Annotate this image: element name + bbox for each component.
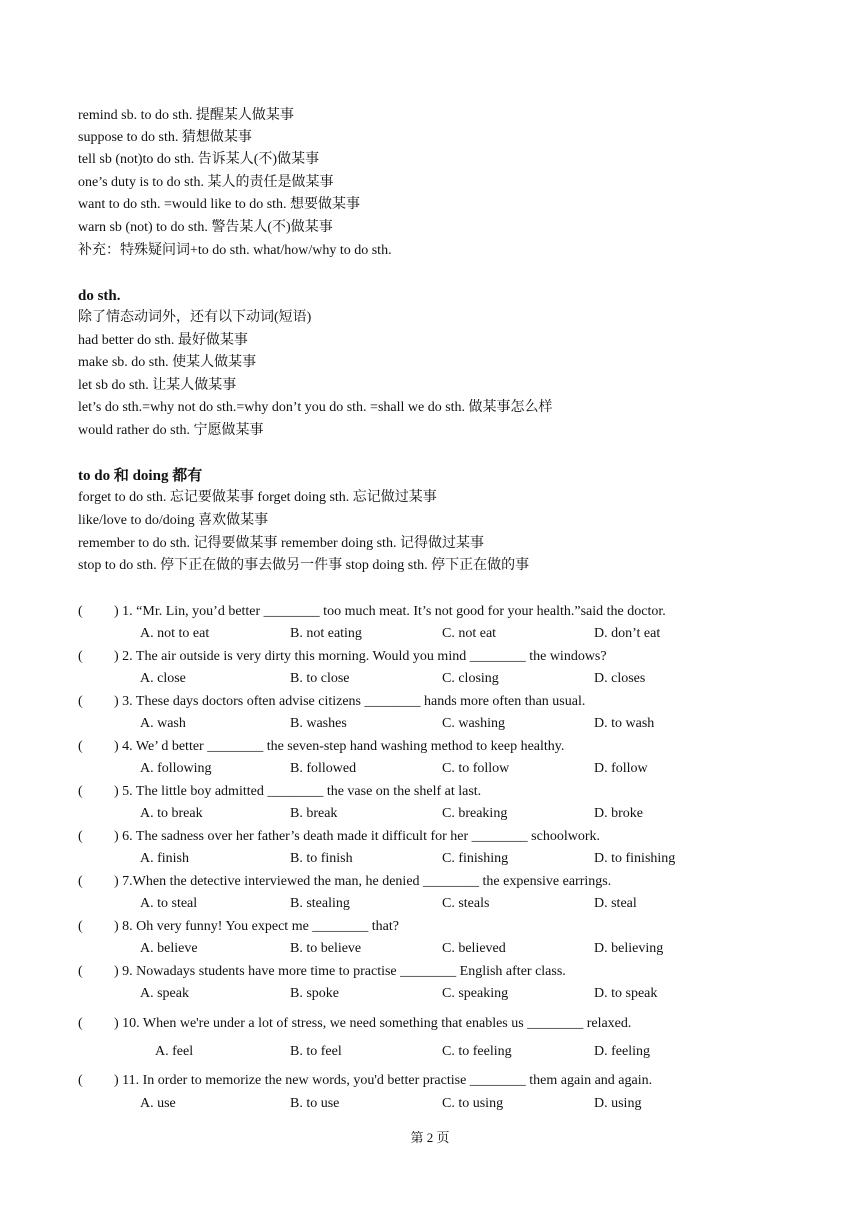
phrase-line: let’s do sth.=why not do sth.=why don’t you do sth. =shall we do sth. 做某事怎么样 bbox=[78, 400, 553, 415]
answer-option: D. believing bbox=[594, 941, 664, 956]
question-text: ) 10. When we're under a lot of stress, we need something that enables us ________ relaxed. bbox=[114, 1016, 632, 1031]
answer-option: C. believed bbox=[442, 941, 506, 956]
answer-option: B. stealing bbox=[290, 896, 350, 911]
answer-option: C. closing bbox=[442, 671, 499, 686]
question-stem bbox=[78, 828, 600, 846]
question-stem bbox=[78, 918, 399, 936]
phrase-line: warn sb (not) to do sth. 警告某人(不)做某事 bbox=[78, 220, 333, 235]
answer-option: B. to close bbox=[290, 671, 350, 686]
question-stem bbox=[78, 873, 611, 891]
answer-option: A. to break bbox=[140, 806, 203, 821]
answer-option: D. to speak bbox=[594, 986, 658, 1001]
answer-option: C. washing bbox=[442, 716, 505, 731]
question-stem bbox=[78, 648, 607, 666]
answer-option: B. to believe bbox=[290, 941, 362, 956]
answer-blank: ( bbox=[78, 604, 83, 619]
answer-option: A. feel bbox=[155, 1044, 194, 1059]
phrase-line: stop to do sth. 停下正在做的事去做另一件事 stop doing sth. 停下正在做的事 bbox=[78, 558, 530, 573]
phrase-line: forget to do sth. 忘记要做某事 forget doing sth. 忘记做过某事 bbox=[78, 490, 437, 505]
section-heading: do sth. bbox=[78, 288, 121, 304]
answer-option: A. finish bbox=[140, 851, 189, 866]
answer-option: A. use bbox=[140, 1096, 176, 1111]
phrase-line: had better do sth. 最好做某事 bbox=[78, 333, 248, 348]
answer-option: B. break bbox=[290, 806, 338, 821]
answer-blank: ( bbox=[78, 739, 83, 754]
answer-blank: ( bbox=[78, 1073, 83, 1088]
phrase-line: tell sb (not)to do sth. 告诉某人(不)做某事 bbox=[78, 152, 320, 167]
phrase-line: 除了情态动词外，还有以下动词(短语) bbox=[78, 310, 312, 325]
answer-option: A. wash bbox=[140, 716, 186, 731]
question-text: ) 9. Nowadays students have more time to practise ________ English after class. bbox=[114, 964, 566, 979]
question-stem bbox=[78, 738, 564, 756]
answer-option: D. feeling bbox=[594, 1044, 650, 1059]
question-stem bbox=[78, 1072, 652, 1090]
question-text: ) 6. The sadness over her father’s death made it difficult for her ________ schoolwork. bbox=[114, 829, 600, 844]
phrase-line: remind sb. to do sth. 提醒某人做某事 bbox=[78, 108, 294, 123]
answer-option: B. followed bbox=[290, 761, 357, 776]
answer-blank: ( bbox=[78, 694, 83, 709]
answer-option: B. to use bbox=[290, 1096, 340, 1111]
answer-option: D. to finishing bbox=[594, 851, 676, 866]
answer-option: A. close bbox=[140, 671, 186, 686]
answer-blank: ( bbox=[78, 649, 83, 664]
question-text: ) 2. The air outside is very dirty this morning. Would you mind ________ the windows? bbox=[114, 649, 607, 664]
answer-option: B. spoke bbox=[290, 986, 339, 1001]
answer-blank: ( bbox=[78, 784, 83, 799]
answer-option: D. broke bbox=[594, 806, 643, 821]
question-text: ) 8. Oh very funny! You expect me ________ that? bbox=[114, 919, 400, 934]
answer-blank: ( bbox=[78, 964, 83, 979]
answer-option: C. to feeling bbox=[442, 1044, 512, 1059]
question-stem bbox=[78, 693, 585, 711]
phrase-line: want to do sth. =would like to do sth. 想要做某事 bbox=[78, 197, 361, 212]
answer-option: D. using bbox=[594, 1096, 642, 1111]
answer-option: B. washes bbox=[290, 716, 347, 731]
answer-option: A. following bbox=[140, 761, 212, 776]
answer-option: D. follow bbox=[594, 761, 648, 776]
question-text: ) 4. We’ d better ________ the seven-step hand washing method to keep healthy. bbox=[114, 739, 565, 754]
answer-option: C. to follow bbox=[442, 761, 510, 776]
answer-blank: ( bbox=[78, 919, 83, 934]
question-stem bbox=[78, 783, 481, 801]
phrase-line: would rather do sth. 宁愿做某事 bbox=[78, 423, 264, 438]
answer-option: C. to using bbox=[442, 1096, 504, 1111]
answer-option: A. believe bbox=[140, 941, 198, 956]
phrase-line: one’s duty is to do sth. 某人的责任是做某事 bbox=[78, 175, 334, 190]
answer-blank: ( bbox=[78, 874, 83, 889]
question-stem bbox=[78, 603, 666, 621]
answer-option: D. don’t eat bbox=[594, 626, 661, 641]
answer-option: B. not eating bbox=[290, 626, 362, 641]
page-number: 第 2 页 bbox=[410, 1130, 450, 1145]
answer-blank: ( bbox=[78, 829, 83, 844]
section-heading: to do 和 doing 都有 bbox=[78, 468, 203, 484]
answer-option: C. steals bbox=[442, 896, 490, 911]
answer-option: D. steal bbox=[594, 896, 637, 911]
answer-blank: ( bbox=[78, 1016, 83, 1031]
question-text: ) 1. “Mr. Lin, you’d better ________ too much meat. It’s not good for your health.”said the doctor. bbox=[114, 604, 666, 619]
supplement-line: 补充：特殊疑问词+to do sth. what/how/why to do sth. bbox=[78, 243, 392, 258]
phrase-line: let sb do sth. 让某人做某事 bbox=[78, 378, 237, 393]
answer-option: C. not eat bbox=[442, 626, 497, 641]
answer-option: A. to steal bbox=[140, 896, 198, 911]
answer-option: C. speaking bbox=[442, 986, 509, 1001]
answer-option: A. not to eat bbox=[140, 626, 210, 641]
answer-option: A. speak bbox=[140, 986, 189, 1001]
question-stem bbox=[78, 963, 566, 981]
answer-option: C. finishing bbox=[442, 851, 509, 866]
answer-option: B. to finish bbox=[290, 851, 353, 866]
answer-option: C. breaking bbox=[442, 806, 508, 821]
phrase-line: remember to do sth. 记得要做某事 remember doing sth. 记得做过某事 bbox=[78, 536, 484, 551]
question-text: ) 11. In order to memorize the new words, you'd better practise ________ them again and again. bbox=[114, 1073, 653, 1088]
answer-option: B. to feel bbox=[290, 1044, 342, 1059]
question-text: ) 5. The little boy admitted ________ the vase on the shelf at last. bbox=[114, 784, 482, 799]
phrase-line: like/love to do/doing 喜欢做某事 bbox=[78, 513, 269, 528]
question-text: ) 7.When the detective interviewed the man, he denied ________ the expensive earrings. bbox=[114, 874, 612, 889]
phrase-line: suppose to do sth. 猜想做某事 bbox=[78, 130, 252, 145]
phrase-line: make sb. do sth. 使某人做某事 bbox=[78, 355, 257, 370]
answer-option: D. to wash bbox=[594, 716, 655, 731]
answer-option: D. closes bbox=[594, 671, 646, 686]
question-stem bbox=[78, 1015, 631, 1033]
question-text: ) 3. These days doctors often advise citizens ________ hands more often than usual. bbox=[114, 694, 586, 709]
